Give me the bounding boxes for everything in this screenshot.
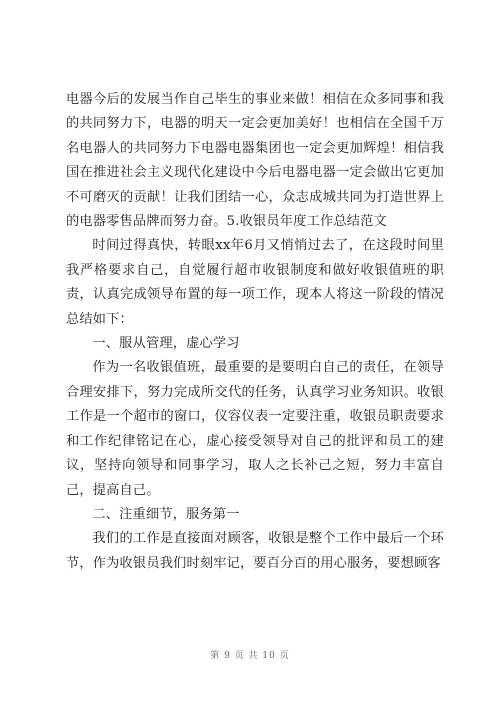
section-heading-2: 二、注重细节，服务第一: [92, 506, 240, 522]
paragraph-4: 我们的工作是直接面对顾客，收银是整个工作中最后一个环节，作为收银员我们时刻牢记，要百分百的用心服务，要想顾客: [66, 531, 444, 571]
section-heading-1: 一、服从管理，虚心学习: [92, 336, 240, 352]
paragraph-2: 时间过得真快，转眼xx年6月又悄悄过去了，在这段时间里我严格要求自己，自觉履行超市收银制度和做好收银值班的职责，认真完成领导布置的每一项工作，现本人将这一阶段的情况总结如下：: [66, 238, 444, 327]
paragraph-1: 电器今后的发展当作自己毕生的事业来做！相信在众多同事和我的共同努力下，电器的明天一定会更加美好！也相信在全国千万名电器人的共同努力下电器电器集团也一定会更加辉煌！相信我国在推进社会主义现代化建设中今后电器电器一定会做出它更加不可磨灭的贡献！让我们团结一心，众志成城共同为打造世界上的电器零售品牌而努力奋。5.收银员年度工作总结范文: [66, 92, 444, 230]
document-body: [66, 88, 444, 576]
paragraph-3: 作为一名收银值班，最重要的是要明白自己的责任，在领导合理安排下，努力完成所交代的任务，认真学习业务知识。收银工作是一个超市的窗口，仪容仪表一定要注重，收银员职责要求和工作纪律铭记在心，虚心接受领导对自己的批评和员工的建议，坚持向领导和同事学习，取人之长补己之短，努力丰富自己，提高自己。: [66, 360, 444, 498]
page-number-footer: 第 9 页 共 10 页: [210, 651, 290, 661]
